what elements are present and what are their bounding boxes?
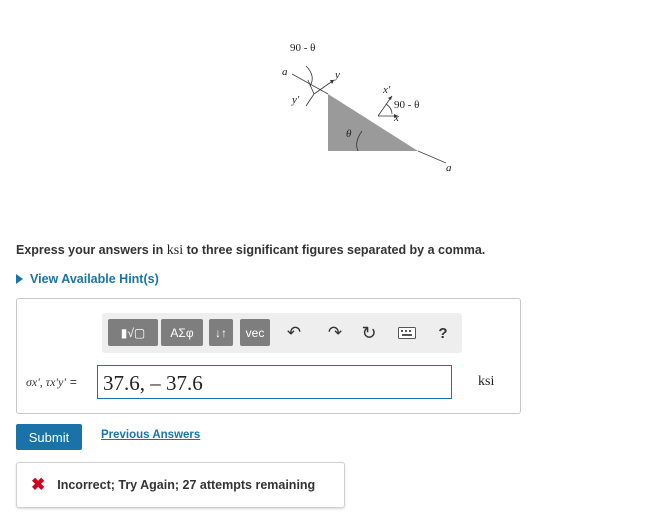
math-toolbar	[102, 313, 462, 353]
answer-input[interactable]: 37.6, – 37.6	[97, 365, 452, 399]
angle-label-right: 90 - θ	[394, 99, 420, 111]
label-a-right: a	[446, 162, 452, 174]
caret-right-icon	[16, 274, 23, 284]
undo-icon[interactable]: ↶	[286, 323, 302, 342]
submit-button[interactable]: Submit	[16, 424, 82, 450]
label-y-prime: y'	[292, 94, 300, 106]
vector-button[interactable]: vec	[240, 319, 270, 346]
answer-variable-label: σx', τx'y' =	[26, 375, 77, 389]
instructions-unit: ksi	[166, 243, 184, 258]
view-hints-toggle[interactable]	[16, 272, 159, 286]
label-y: y	[335, 69, 340, 81]
keyboard-icon[interactable]	[396, 322, 418, 344]
greek-symbols-button[interactable]: ΑΣφ	[161, 319, 203, 346]
redo-icon[interactable]: ↷	[327, 323, 343, 342]
label-x-prime: x'	[383, 84, 391, 96]
label-a-left: a	[282, 66, 288, 78]
feedback-message	[16, 462, 345, 508]
view-hints-label: View Available Hint(s)	[30, 272, 159, 286]
templates-button[interactable]: ▮√▢	[108, 319, 158, 346]
plane-line-bottom	[418, 151, 446, 163]
instructions-text: Express your answers in ksi to three significant figures separated by a comma.	[16, 243, 486, 258]
arrows-button[interactable]: ↓↑	[209, 319, 233, 346]
stress-element-figure	[270, 36, 470, 186]
angle-label-top: 90 - θ	[290, 42, 316, 54]
answer-unit: ksi	[478, 374, 495, 389]
previous-answers-link[interactable]: Previous Answers	[101, 429, 201, 441]
label-theta: θ	[346, 128, 352, 140]
reset-icon[interactable]: ↻	[361, 322, 377, 343]
feedback-text: Incorrect; Try Again; 27 attempts remaining	[57, 478, 316, 492]
help-icon[interactable]: ?	[438, 324, 448, 342]
figure-diagram	[270, 36, 470, 186]
label-x: x	[394, 112, 399, 124]
error-x-icon: ✖	[31, 475, 46, 494]
